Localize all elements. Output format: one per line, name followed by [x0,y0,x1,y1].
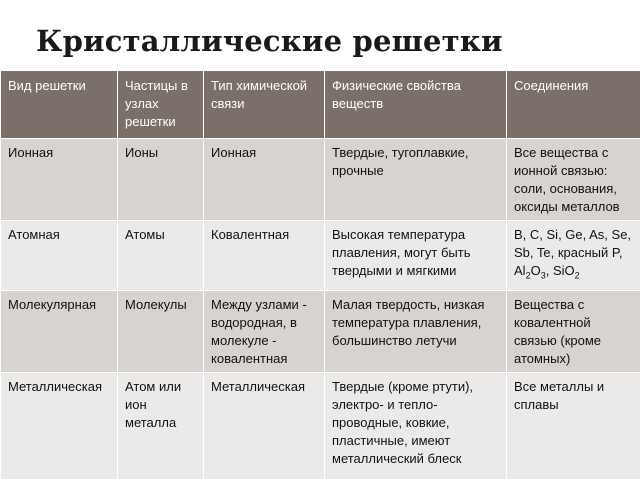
header-properties: Физические свойства веществ [325,71,507,139]
formula-o: O [531,263,541,278]
cell-bond-type: Между узлами - водородная, в молекуле - ковалентная [204,291,325,373]
cell-lattice-type: Металлическая [1,373,118,480]
cell-particles: Молекулы [118,291,204,373]
formula-sio: , SiO [546,263,575,278]
header-row [1,71,640,139]
header-bond-type: Тип химической связи [204,71,325,139]
header-lattice-type: Вид решетки [1,71,118,139]
table-row [1,139,640,221]
header-particles: Частицы в узлах решетки [118,71,204,139]
formula-al: Al [514,263,526,278]
cell-properties: Высокая температура плавления, могут быть твердыми и мягкими [325,221,507,291]
table-row [1,291,640,373]
cell-lattice-type: Молекулярная [1,291,118,373]
cell-compounds: Все металлы и сплавы [507,373,640,480]
formula-sub: 2 [526,271,531,281]
cell-particles: Атом или ион металла [118,373,204,480]
compounds-line: Sb, Te, красный P, [514,244,634,262]
cell-bond-type: Ионная [204,139,325,221]
table-row [1,373,640,480]
cell-compounds [507,221,640,291]
page-title: Кристаллические решетки [36,24,503,58]
compounds-formula-line [514,262,634,280]
cell-properties: Малая твердость, низкая температура плавления, большинство летучи [325,291,507,373]
cell-bond-type: Ковалентная [204,221,325,291]
table-row [1,221,640,291]
cell-compounds: Все вещества с ионной связью: соли, основания, оксиды металлов [507,139,640,221]
cell-properties: Твердые (кроме ртути), электро- и тепло-проводные, ковкие, пластичные, имеют металлический блеск [325,373,507,480]
lattice-table [0,70,640,480]
cell-bond-type: Металлическая [204,373,325,480]
formula-sub: 2 [575,271,580,281]
cell-particles: Ионы [118,139,204,221]
cell-compounds: Вещества с ковалентной связью (кроме атомных) [507,291,640,373]
cell-lattice-type: Ионная [1,139,118,221]
cell-lattice-type: Атомная [1,221,118,291]
formula-sub: 3 [541,271,546,281]
compounds-line: B, C, Si, Ge, As, Se, [514,226,634,244]
header-compounds: Соединения [507,71,640,139]
cell-particles: Атомы [118,221,204,291]
cell-properties: Твердые, тугоплавкие, прочные [325,139,507,221]
